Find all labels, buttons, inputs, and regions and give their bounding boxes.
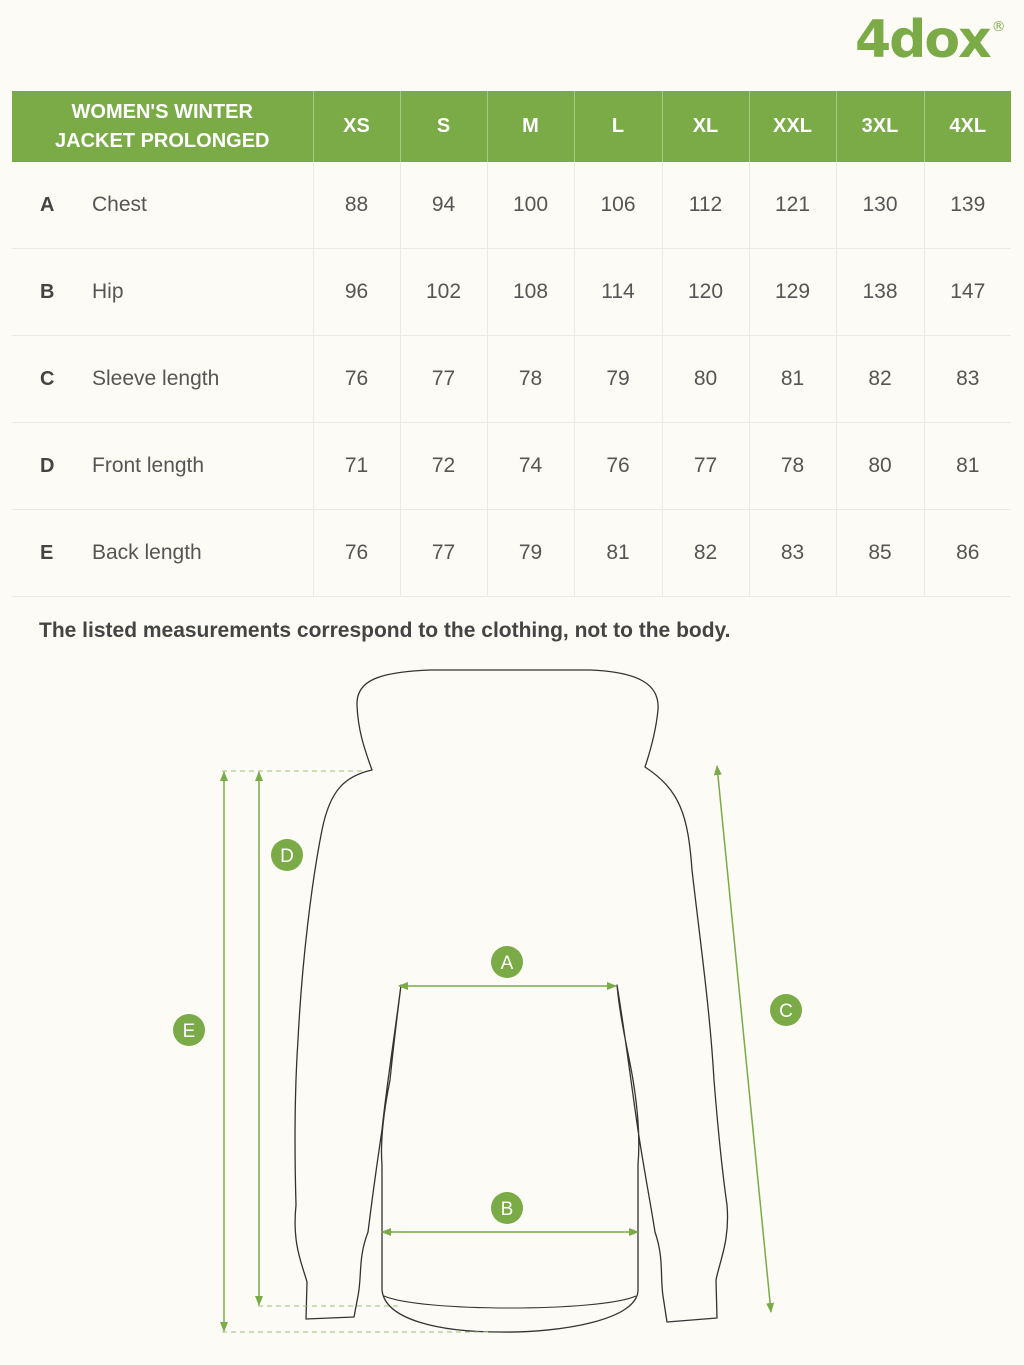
table-cell: 77	[400, 510, 487, 597]
table-cell: 81	[749, 336, 836, 423]
table-cell: 81	[924, 423, 1011, 510]
size-header-3xl: 3XL	[836, 91, 924, 162]
logo-text: 4dox	[855, 10, 990, 70]
marker-b-label: B	[500, 1199, 514, 1220]
jacket-hem-line	[384, 1296, 636, 1308]
table-header-row	[12, 91, 1011, 162]
row-letter: B	[40, 281, 55, 303]
marker-a-label: A	[500, 953, 514, 974]
table-cell: 77	[662, 423, 749, 510]
row-name: Chest	[92, 193, 147, 216]
size-header-xl: XL	[662, 91, 749, 162]
registered-mark: ®	[991, 19, 1006, 35]
table-title	[12, 91, 313, 162]
brand-logo	[855, 10, 1006, 70]
table-cell: 83	[924, 336, 1011, 423]
table-cell: 108	[487, 249, 574, 336]
marker-e-label: E	[182, 1021, 196, 1042]
marker-d-label: D	[280, 846, 294, 867]
table-cell: 147	[924, 249, 1011, 336]
table-cell: 85	[836, 510, 924, 597]
table-cell: 74	[487, 423, 574, 510]
table-cell: 102	[400, 249, 487, 336]
row-name: Sleeve length	[92, 367, 220, 390]
row-letter: A	[40, 194, 55, 216]
table-cell: 78	[749, 423, 836, 510]
table-cell: 83	[749, 510, 836, 597]
table-cell: 94	[400, 162, 487, 249]
marker-c	[770, 994, 802, 1026]
table-row-sleeve-length	[12, 336, 1011, 423]
row-label	[12, 249, 313, 336]
row-name: Front length	[92, 454, 205, 477]
table-cell: 88	[313, 162, 400, 249]
table-cell: 96	[313, 249, 400, 336]
marker-c-label: C	[779, 1001, 793, 1022]
table-cell: 100	[487, 162, 574, 249]
size-header-s: S	[400, 91, 487, 162]
table-cell: 79	[574, 336, 662, 423]
row-label	[12, 336, 313, 423]
table-cell: 81	[574, 510, 662, 597]
table-cell: 121	[749, 162, 836, 249]
size-header-m: M	[487, 91, 574, 162]
table-cell: 78	[487, 336, 574, 423]
table-cell: 79	[487, 510, 574, 597]
row-label	[12, 162, 313, 249]
table-cell: 80	[836, 423, 924, 510]
table-cell: 72	[400, 423, 487, 510]
row-letter: E	[40, 542, 54, 564]
marker-a	[491, 946, 523, 978]
table-cell: 114	[574, 249, 662, 336]
table-cell: 86	[924, 510, 1011, 597]
table-cell: 139	[924, 162, 1011, 249]
row-letter: D	[40, 455, 55, 477]
table-cell: 71	[313, 423, 400, 510]
row-name: Hip	[92, 280, 124, 303]
table-cell: 129	[749, 249, 836, 336]
size-table	[12, 91, 1011, 597]
table-cell: 77	[400, 336, 487, 423]
size-header-xxl: XXL	[749, 91, 836, 162]
size-header-4xl: 4XL	[924, 91, 1011, 162]
marker-d	[271, 839, 303, 871]
marker-e	[173, 1014, 205, 1046]
size-header-l: L	[574, 91, 662, 162]
row-name: Back length	[92, 541, 202, 564]
size-header-xs: XS	[313, 91, 400, 162]
table-cell: 120	[662, 249, 749, 336]
table-row-chest	[12, 162, 1011, 249]
row-label	[12, 510, 313, 597]
measure-arrow-c	[717, 766, 771, 1312]
row-label	[12, 423, 313, 510]
table-cell: 76	[574, 423, 662, 510]
table-cell: 112	[662, 162, 749, 249]
row-letter: C	[40, 368, 55, 390]
table-row-front-length	[12, 423, 1011, 510]
measurement-note: The listed measurements correspond to the clothing, not to the body.	[39, 619, 731, 642]
table-title-line1: WOMEN'S WINTER	[71, 100, 253, 123]
table-cell: 76	[313, 510, 400, 597]
table-cell: 76	[313, 336, 400, 423]
table-row-hip	[12, 249, 1011, 336]
table-row-back-length	[12, 510, 1011, 597]
table-cell: 106	[574, 162, 662, 249]
table-cell: 130	[836, 162, 924, 249]
jacket-diagram	[0, 660, 1024, 1360]
table-cell: 82	[836, 336, 924, 423]
table-cell: 138	[836, 249, 924, 336]
table-cell: 80	[662, 336, 749, 423]
marker-b	[491, 1192, 523, 1224]
table-title-line2: JACKET PROLONGED	[55, 129, 270, 152]
table-cell: 82	[662, 510, 749, 597]
